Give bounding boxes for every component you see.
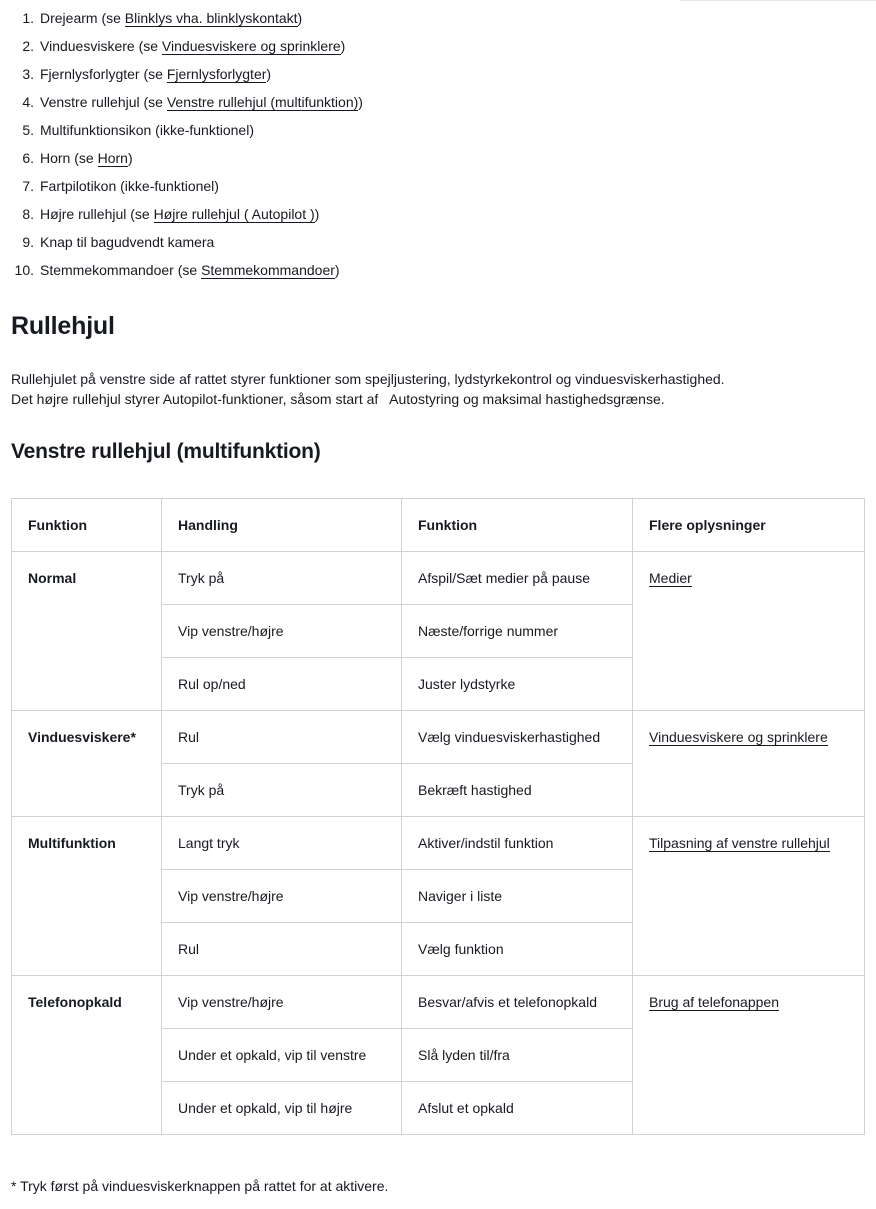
list-item: 9. Knap til bagudvendt kamera	[22, 234, 215, 250]
table-header-row	[12, 499, 865, 552]
function-cell: Bekræft hastighed	[402, 764, 633, 817]
table-row	[12, 976, 865, 1029]
header-handling: Handling	[162, 499, 402, 552]
action-cell: Langt tryk	[162, 817, 402, 870]
group-name: Multifunktion	[12, 817, 162, 976]
link-telefonappen[interactable]: Brug af telefonappen	[649, 994, 779, 1010]
action-cell: Under et opkald, vip til højre	[162, 1082, 402, 1135]
action-cell: Rul	[162, 711, 402, 764]
action-cell: Rul	[162, 923, 402, 976]
action-cell: Vip venstre/højre	[162, 870, 402, 923]
header-funktion-2: Funktion	[402, 499, 633, 552]
footnote: * Tryk først på vinduesviskerknappen på rattet for at aktivere.	[11, 1178, 389, 1194]
action-cell: Vip venstre/højre	[162, 976, 402, 1029]
list-item: 3. Fjernlysforlygter (se Fjernlysforlygter)	[22, 66, 272, 82]
list-item: 8. Højre rullehjul (se Højre rullehjul ( Autopilot ))	[22, 206, 320, 222]
function-cell: Afspil/Sæt medier på pause	[402, 552, 633, 605]
link-vinduesviskere-sprinklere[interactable]: Vinduesviskere og sprinklere	[649, 729, 828, 745]
list-item: 10. Stemmekommandoer (se Stemmekommandoer)	[14, 262, 340, 278]
function-cell: Juster lydstyrke	[402, 658, 633, 711]
function-cell: Aktiver/indstil funktion	[402, 817, 633, 870]
link-tilpasning[interactable]: Tilpasning af venstre rullehjul	[649, 835, 830, 851]
function-cell: Vælg vinduesviskerhastighed	[402, 711, 633, 764]
group-name: Vinduesviskere*	[12, 711, 162, 817]
link-horn[interactable]: Horn	[97, 150, 128, 166]
function-cell: Næste/forrige nummer	[402, 605, 633, 658]
action-cell: Rul op/ned	[162, 658, 402, 711]
action-cell: Vip venstre/højre	[162, 605, 402, 658]
function-cell: Vælg funktion	[402, 923, 633, 976]
list-item: 4. Venstre rullehjul (se Venstre rullehjul (multifunktion))	[22, 94, 363, 110]
link-vinduesviskere[interactable]: Vinduesviskere og sprinklere	[161, 38, 341, 54]
subsection-title: Venstre rullehjul (multifunktion)	[11, 440, 321, 463]
more-info-cell	[633, 976, 865, 1135]
list-item: 6. Horn (se Horn)	[22, 150, 133, 166]
link-venstre-rullehjul[interactable]: Venstre rullehjul (multifunktion)	[166, 94, 359, 110]
table-row	[12, 552, 865, 605]
top-divider	[680, 0, 876, 1]
action-cell: Tryk på	[162, 764, 402, 817]
link-blinklys[interactable]: Blinklys vha. blinklyskontakt	[124, 10, 298, 26]
action-cell: Under et opkald, vip til venstre	[162, 1029, 402, 1082]
function-cell: Besvar/afvis et telefonopkald	[402, 976, 633, 1029]
header-more-info: Flere oplysninger	[633, 499, 865, 552]
link-stemmekommandoer[interactable]: Stemmekommandoer	[201, 262, 335, 278]
scroll-wheel-table	[11, 498, 865, 1135]
list-item: 5. Multifunktionsikon (ikke-funktionel)	[22, 122, 254, 138]
section-title: Rullehjul	[11, 312, 115, 340]
more-info-cell	[633, 817, 865, 976]
list-item: 7. Fartpilotikon (ikke-funktionel)	[22, 178, 219, 194]
intro-line-1: Rullehjulet på venstre side af rattet styrer funktioner som spejljustering, lydstyrkekontrol og vinduesviskerhastighed.	[11, 371, 725, 387]
group-name: Normal	[12, 552, 162, 711]
intro-line-2: Det højre rullehjul styrer Autopilot-funktioner, såsom start af Autostyring og maksimal hastighedsgrænse.	[11, 391, 665, 407]
table-row	[12, 711, 865, 764]
link-fjernlys[interactable]: Fjernlysforlygter	[166, 66, 267, 82]
link-hojre-rullehjul[interactable]: Højre rullehjul ( Autopilot )	[153, 206, 315, 222]
function-cell: Naviger i liste	[402, 870, 633, 923]
header-funktion: Funktion	[12, 499, 162, 552]
group-name: Telefonopkald	[12, 976, 162, 1135]
more-info-cell	[633, 711, 865, 817]
list-item: 1. Drejearm (se Blinklys vha. blinklyskontakt)	[22, 10, 303, 26]
section-intro	[11, 369, 861, 409]
more-info-cell	[633, 552, 865, 711]
action-cell: Tryk på	[162, 552, 402, 605]
list-item: 2. Vinduesviskere (se Vinduesviskere og sprinklere)	[22, 38, 346, 54]
function-cell: Slå lyden til/fra	[402, 1029, 633, 1082]
table-row	[12, 817, 865, 870]
controls-list	[0, 4, 363, 284]
function-cell: Afslut et opkald	[402, 1082, 633, 1135]
link-medier[interactable]: Medier	[649, 570, 692, 586]
